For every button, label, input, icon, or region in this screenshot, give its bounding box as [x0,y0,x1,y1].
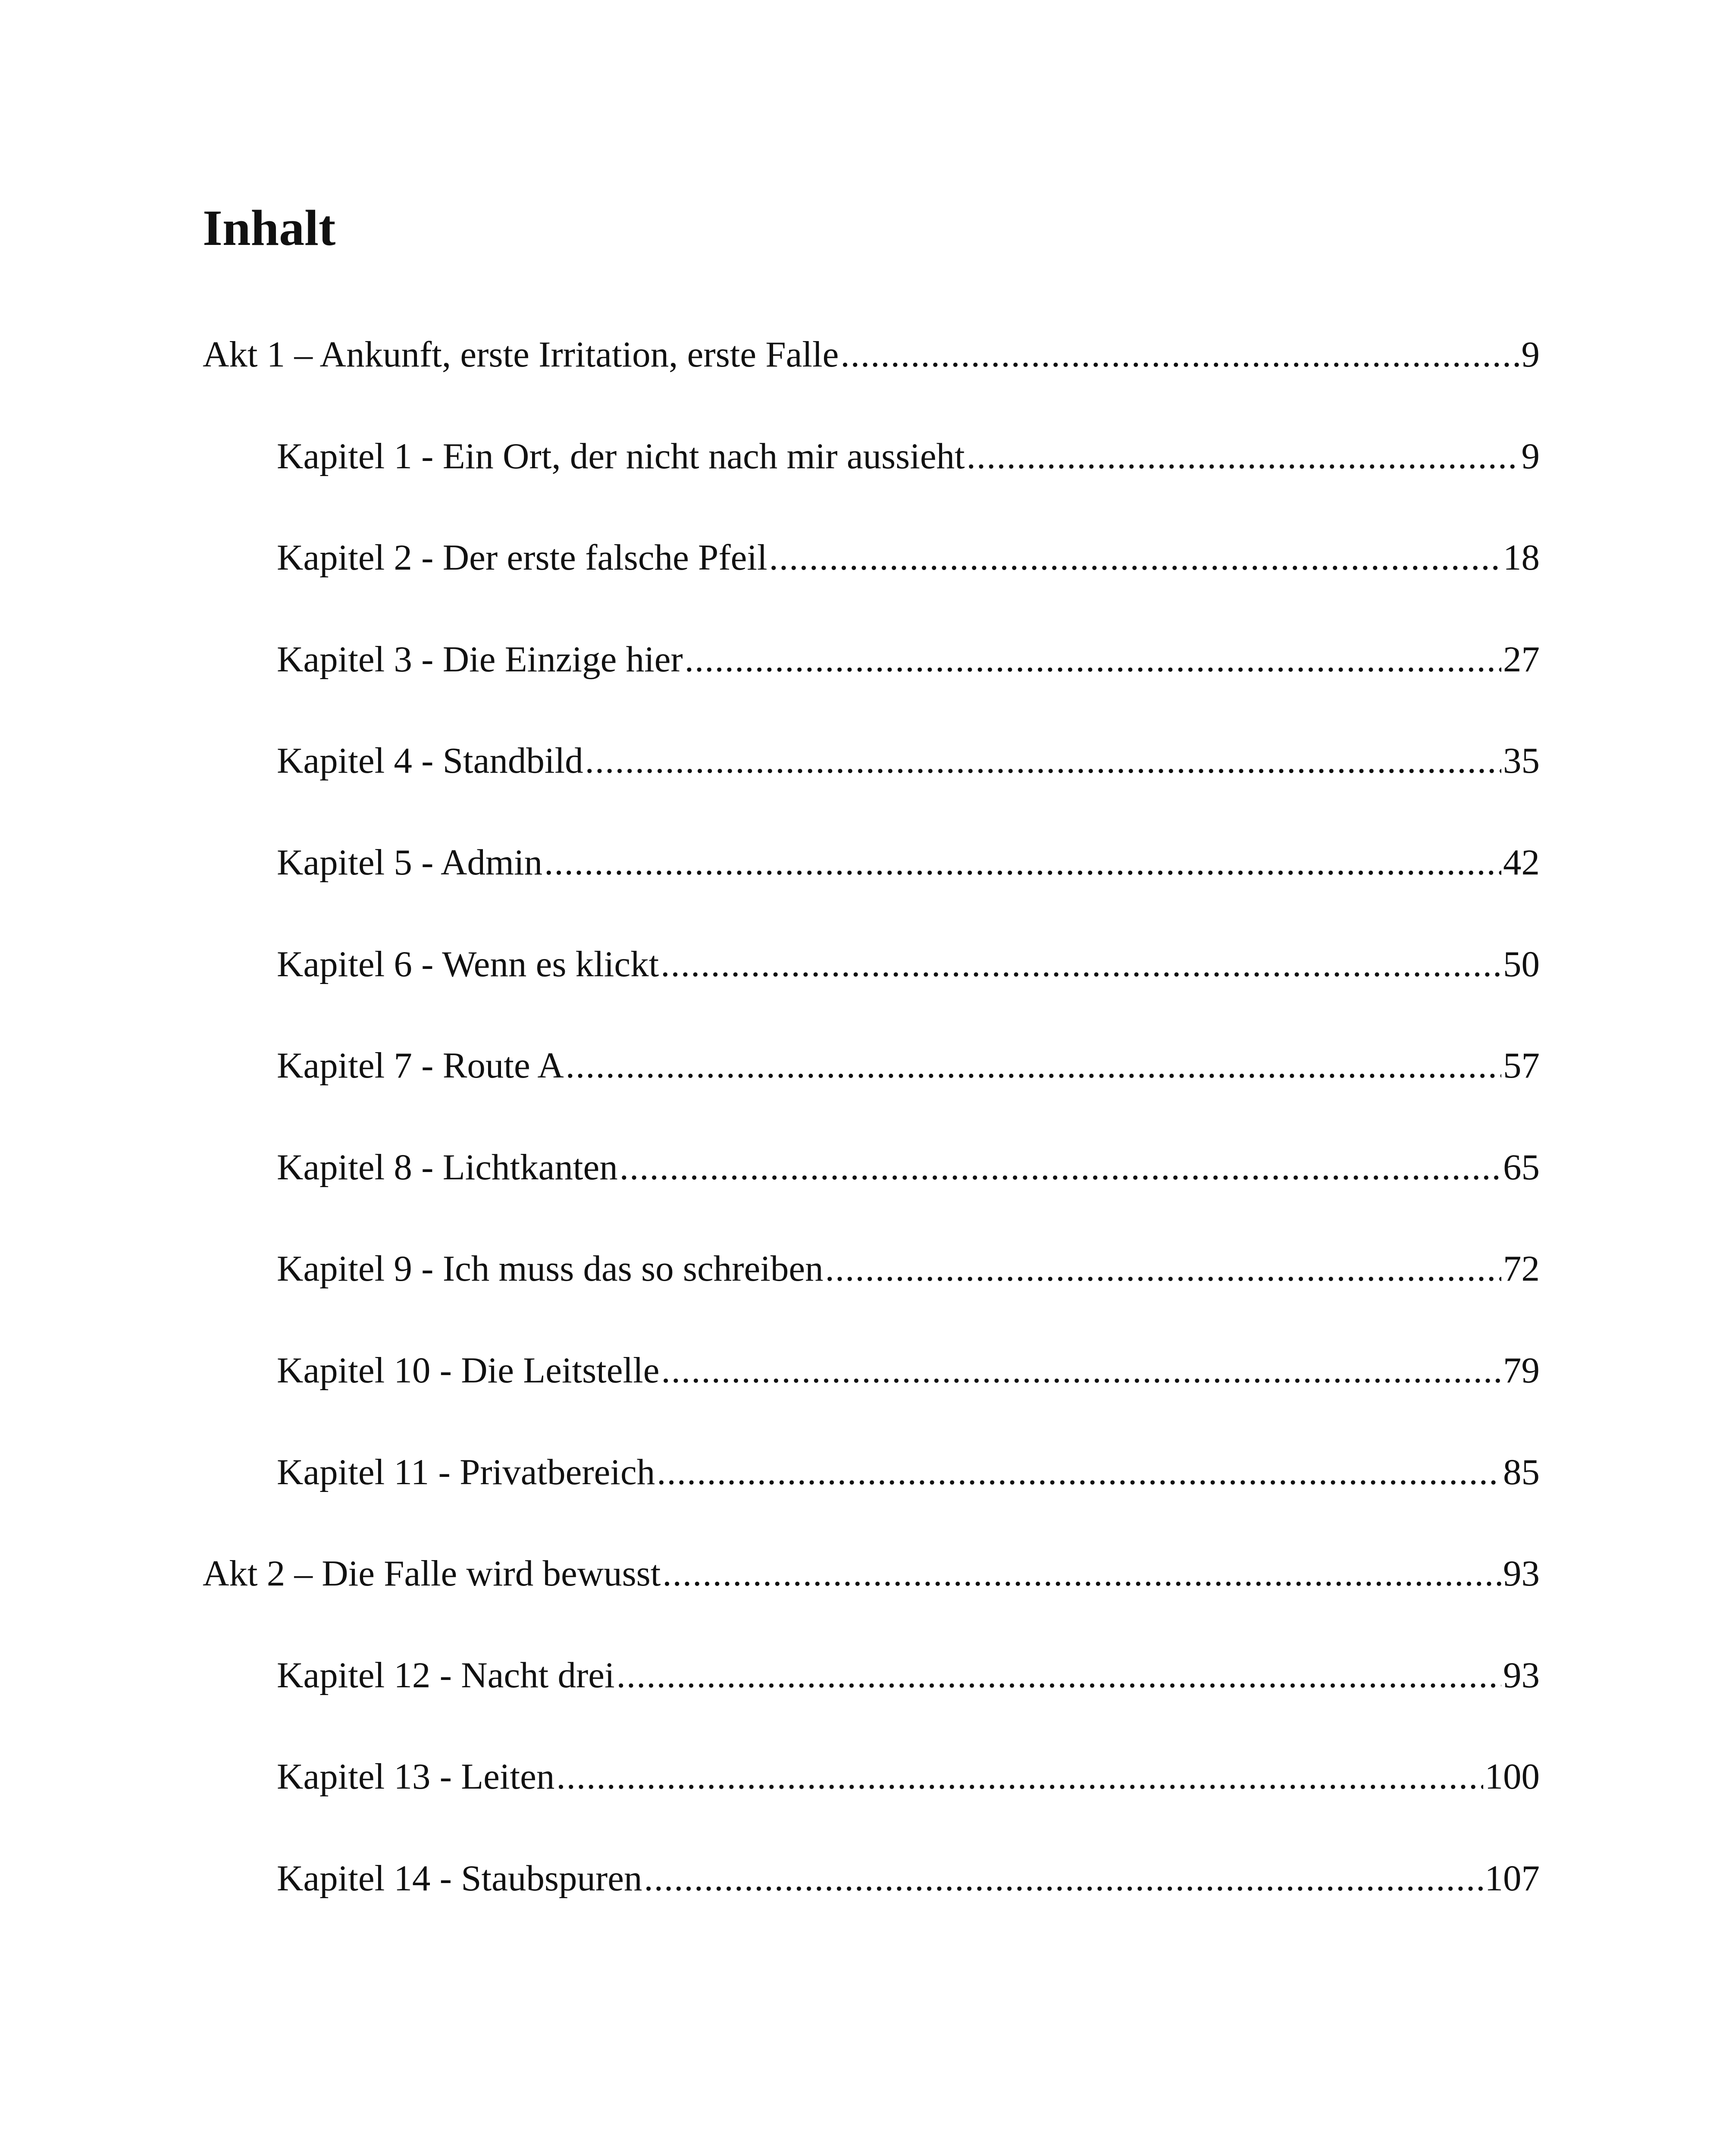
toc-entry-kapitel-6[interactable] [203,943,1540,1044]
toc-entry-page-number: 65 [1503,1147,1540,1188]
toc-entry-label: Kapitel 11 - Privatbereich [277,1451,655,1492]
toc-entry-label: Kapitel 10 - Die Leitstelle [277,1350,660,1391]
dot-leader [620,1146,1501,1189]
dot-leader [769,536,1501,579]
toc-entry-page-number: 9 [1521,334,1540,375]
dot-leader [662,1552,1501,1595]
dot-leader [585,739,1501,782]
toc-entry-kapitel-7[interactable] [203,1044,1540,1146]
dot-leader [685,638,1501,681]
toc-entry-label: Kapitel 7 - Route A [277,1045,564,1086]
toc-entry-kapitel-10[interactable] [203,1349,1540,1451]
toc-entry-label: Kapitel 1 - Ein Ort, der nicht nach mir aussieht [277,436,965,476]
toc-entry-label: Akt 2 – Die Falle wird bewusst [203,1553,661,1594]
dot-leader [967,435,1520,478]
toc-entry-akt-2[interactable] [203,1552,1540,1654]
dot-leader [657,1451,1501,1494]
dot-leader [840,333,1519,376]
toc-entry-page-number: 9 [1521,436,1540,476]
toc-entry-page-number: 72 [1503,1248,1540,1289]
toc-entry-label: Kapitel 5 - Admin [277,842,543,883]
toc-entry-kapitel-11[interactable] [203,1451,1540,1552]
dot-leader [556,1755,1483,1798]
toc-entry-label: Kapitel 3 - Die Einzige hier [277,639,683,680]
toc-entry-kapitel-14[interactable] [203,1857,1540,1959]
toc-entry-page-number: 85 [1503,1451,1540,1492]
toc-entry-page-number: 18 [1503,537,1540,578]
toc-entry-label: Kapitel 2 - Der erste falsche Pfeil [277,537,767,578]
toc-entry-kapitel-2[interactable] [203,536,1540,638]
toc-entry-kapitel-12[interactable] [203,1654,1540,1755]
dot-leader [644,1857,1483,1900]
toc-entry-label: Kapitel 6 - Wenn es klickt [277,943,659,984]
toc-entry-kapitel-3[interactable] [203,638,1540,740]
toc-entry-kapitel-8[interactable] [203,1146,1540,1247]
toc-entry-label: Kapitel 4 - Standbild [277,740,583,781]
toc-entry-label: Kapitel 12 - Nacht drei [277,1655,615,1695]
dot-leader [566,1044,1501,1087]
toc-entry-page-number: 50 [1503,943,1540,984]
toc-entry-kapitel-5[interactable] [203,841,1540,943]
toc-entry-kapitel-4[interactable] [203,739,1540,841]
toc-entry-page-number: 93 [1503,1553,1540,1594]
dot-leader [825,1247,1501,1290]
toc-entry-akt-1[interactable] [203,333,1540,435]
toc-entry-page-number: 79 [1503,1350,1540,1391]
toc-entry-label: Kapitel 14 - Staubspuren [277,1858,642,1899]
toc-entry-page-number: 57 [1503,1045,1540,1086]
dot-leader [661,1349,1501,1392]
dot-leader [661,943,1501,986]
toc-entry-label: Kapitel 8 - Lichtkanten [277,1147,618,1188]
toc-entry-page-number: 107 [1485,1858,1540,1899]
toc-entry-page-number: 93 [1503,1655,1540,1695]
dot-leader [544,841,1501,884]
toc-entry-label: Akt 1 – Ankunft, erste Irritation, erste Falle [203,334,839,375]
toc-entry-kapitel-1[interactable] [203,435,1540,536]
toc-entry-page-number: 42 [1503,842,1540,883]
toc-entry-page-number: 35 [1503,740,1540,781]
toc-title: Inhalt [203,200,336,256]
toc-list [203,333,1540,1959]
toc-entry-label: Kapitel 13 - Leiten [277,1756,555,1797]
toc-entry-page-number: 27 [1503,639,1540,680]
toc-entry-label: Kapitel 9 - Ich muss das so schreiben [277,1248,824,1289]
toc-entry-kapitel-13[interactable] [203,1755,1540,1857]
toc-entry-kapitel-9[interactable] [203,1247,1540,1349]
dot-leader [617,1654,1501,1697]
toc-entry-page-number: 100 [1485,1756,1540,1797]
